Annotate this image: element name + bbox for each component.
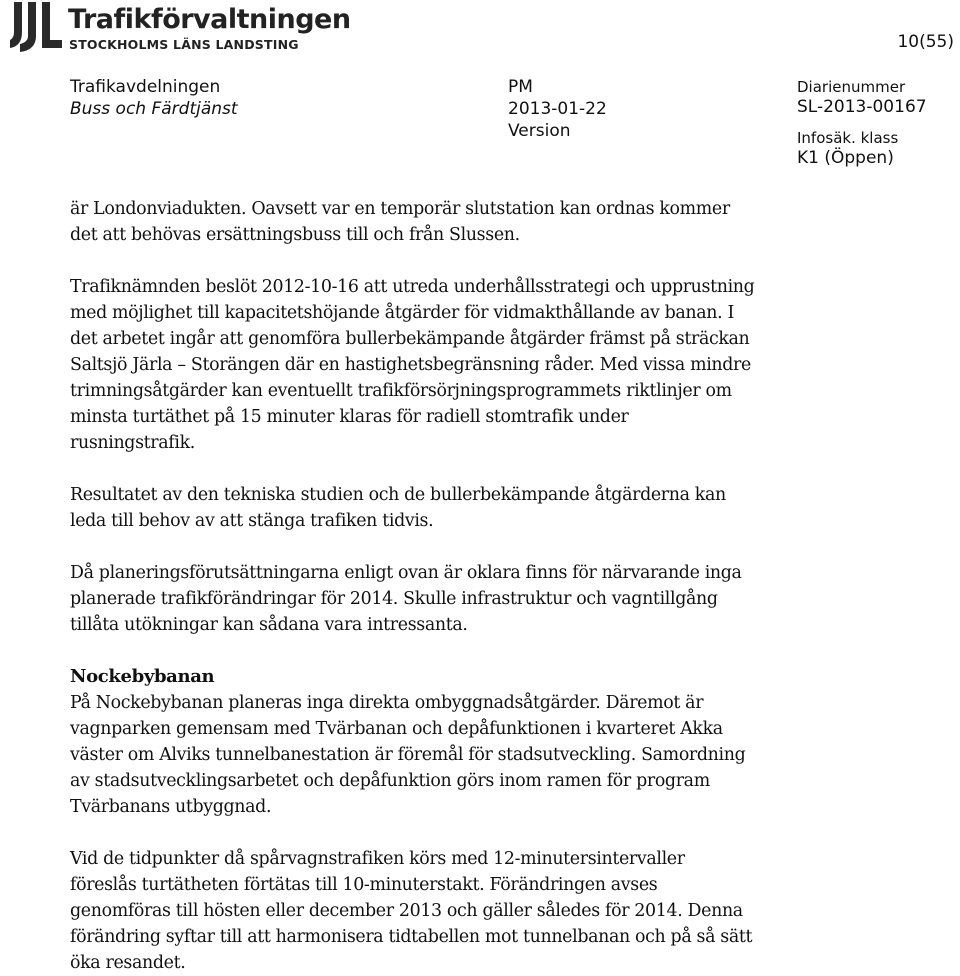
- diarie-label: Diarienummer: [797, 78, 906, 96]
- text-line: minsta turtäthet på 15 minuter klaras för radiell stomtrafik under: [70, 407, 629, 427]
- text-line: väster om Alviks tunnelbanestation är föremål för stadsutveckling. Samordning: [70, 745, 746, 765]
- text-line: förändring syftar till att harmonisera tidtabellen mot tunnelbanan och på så sätt: [70, 927, 753, 947]
- text-line: planerade trafikförändringar för 2014. Skulle infrastruktur och vagntillgång: [70, 589, 718, 609]
- version-label: Version: [508, 121, 571, 141]
- org-subtitle: STOCKHOLMS LÄNS LANDSTING: [69, 37, 299, 52]
- text-line: öka resandet.: [70, 953, 186, 973]
- text-line: föreslås turtätheten förtätas till 10-minuterstakt. Förändringen avses: [70, 875, 658, 895]
- doc-type: PM: [508, 77, 533, 97]
- logo-mark-icon: [6, 2, 62, 52]
- text-line: det att behövas ersättningsbuss till och från Slussen.: [70, 225, 520, 245]
- text-line: med möjlighet till kapacitetshöjande åtgärder för vidmakthållande av banan. I: [70, 303, 735, 323]
- org-name: Trafikförvaltningen: [68, 4, 351, 35]
- text-line: det arbetet ingår att genomföra bullerbekämpande åtgärder främst på sträckan: [70, 329, 750, 349]
- text-line: är Londonviadukten. Oavsett var en temporär slutstation kan ordnas kommer: [70, 199, 730, 219]
- diarie-value: SL-2013-00167: [797, 97, 927, 117]
- text-line: leda till behov av att stänga trafiken tidvis.: [70, 511, 434, 531]
- text-line: Vid de tidpunkter då spårvagnstrafiken körs med 12-minutersintervaller: [70, 849, 685, 869]
- text-line: trimningsåtgärder kan eventuellt trafikförsörjningsprogrammets riktlinjer om: [70, 381, 732, 401]
- paragraph: [70, 274, 930, 456]
- document-body: [70, 196, 930, 976]
- unit: Buss och Färdtjänst: [70, 99, 238, 119]
- org-logo: [6, 2, 351, 52]
- text-line: vagnparken gemensam med Tvärbanan och depåfunktionen i kvarteret Akka: [70, 719, 723, 739]
- text-line: Saltsjö Järla – Storängen där en hastighetsbegränsning råder. Med vissa mindre: [70, 355, 751, 375]
- text-line: rusningstrafik.: [70, 433, 195, 453]
- text-line: Då planeringsförutsättningarna enligt ovan är oklara finns för närvarande inga: [70, 563, 742, 583]
- text-line: genomföras till hösten eller december 2013 och gäller således för 2014. Denna: [70, 901, 743, 921]
- document-info-block: [508, 76, 607, 142]
- text-line: Resultatet av den tekniska studien och de bullerbekämpande åtgärderna kan: [70, 485, 726, 505]
- text-line: Trafiknämnden beslöt 2012-10-16 att utreda underhållsstrategi och upprustning: [70, 277, 755, 297]
- section-heading: Nockebybanan: [70, 666, 215, 687]
- department: Trafikavdelningen: [70, 77, 221, 97]
- text-line: Tvärbanans utbyggnad.: [70, 797, 272, 817]
- department-block: [70, 76, 238, 120]
- paragraph: [70, 690, 930, 820]
- infosak-value: K1 (Öppen): [797, 148, 894, 168]
- paragraph: [70, 482, 930, 534]
- paragraph: [70, 560, 930, 638]
- page-number: 10(55): [897, 32, 954, 52]
- registration-block: [797, 78, 927, 169]
- text-line: tillåta utökningar kan sådana vara intressanta.: [70, 615, 468, 635]
- infosak-label: Infosäk. klass: [797, 129, 899, 147]
- text-line: På Nockebybanan planeras inga direkta ombyggnadsåtgärder. Däremot är: [70, 693, 704, 713]
- paragraph: [70, 846, 930, 976]
- text-line: av stadsutvecklingsarbetet och depåfunktion görs inom ramen för program: [70, 771, 710, 791]
- paragraph: [70, 196, 930, 248]
- doc-date: 2013-01-22: [508, 99, 607, 119]
